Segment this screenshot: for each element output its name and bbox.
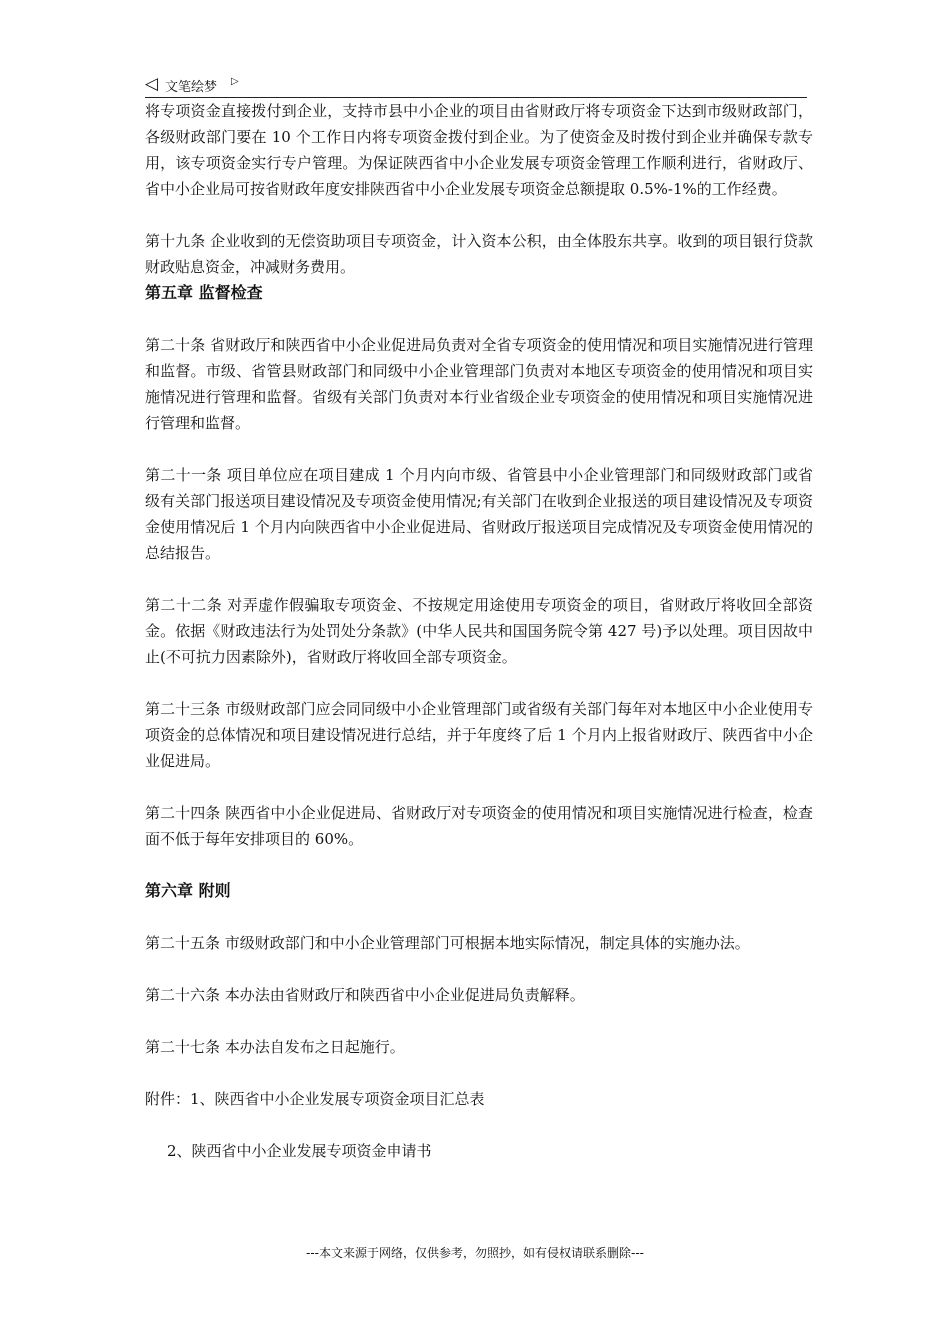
article-25: 第二十五条 市级财政部门和中小企业管理部门可根据本地实际情况，制定具体的实施办法。 — [145, 934, 750, 952]
chapter-5-heading: 第五章 监督检查 — [145, 283, 263, 302]
page-header — [145, 73, 807, 98]
left-arrow-icon: ◁ — [145, 74, 159, 94]
article-22: 第二十二条 对弄虚作假骗取专项资金、不按规定用途使用专项资金的项目，省财政厅将收回全部资金。依据《财政违法行为处罚处分条款》(中华人民共和国国务院令第 427 号)予以处理。项目因故中止(不可抗力因素除外)，省财政厅将收回全部专项资金。 — [145, 596, 813, 666]
article-24: 第二十四条 陕西省中小企业促进局、省财政厅对专项资金的使用情况和项目实施情况进行检查，检查面不低于每年安排项目的 60%。 — [145, 804, 813, 848]
attachment-1: 附件：1、陕西省中小企业发展专项资金项目汇总表 — [145, 1090, 485, 1108]
paragraph-continuation: 将专项资金直接拨付到企业，支持市县中小企业的项目由省财政厅将专项资金下达到市级财政部门，各级财政部门要在 10 个工作日内将专项资金拨付到企业。为了使资金及时拨付到企业并确保专款专用，该专项资金实行专户管理。为保证陕西省中小企业发展专项资金管理工作顺利进行，省财政厅、省中小企业局可按省财政年度安排陕西省中小企业发展专项资金总额提取 0.5%-1%的工作经费。 — [145, 102, 813, 198]
article-21: 第二十一条 项目单位应在项目建成 1 个月内向市级、省管县中小企业管理部门和同级财政部门或省级有关部门报送项目建设情况及专项资金使用情况;有关部门在收到企业报送的项目建设情况及专项资金使用情况后 1 个月内向陕西省中小企业促进局、省财政厅报送项目完成情况及专项资金使用情况的总结报告。 — [145, 466, 813, 562]
article-23: 第二十三条 市级财政部门应会同同级中小企业管理部门或省级有关部门每年对本地区中小企业使用专项资金的总体情况和项目建设情况进行总结，并于年度终了后 1 个月内上报省财政厅、陕西省中小企业促进局。 — [145, 700, 813, 770]
right-arrow-icon: ▷ — [231, 76, 239, 87]
attachment-2: 2、陕西省中小企业发展专项资金申请书 — [167, 1142, 432, 1160]
article-26: 第二十六条 本办法由省财政厅和陕西省中小企业促进局负责解释。 — [145, 986, 585, 1004]
article-20: 第二十条 省财政厅和陕西省中小企业促进局负责对全省专项资金的使用情况和项目实施情况进行管理和监督。市级、省管县财政部门和同级中小企业管理部门负责对本地区专项资金的使用情况和项目实施情况进行管理和监督。省级有关部门负责对本行业省级企业专项资金的使用情况和项目实施情况进行管理和监督。 — [145, 336, 813, 432]
chapter-6-heading: 第六章 附则 — [145, 881, 231, 900]
article-27: 第二十七条 本办法自发布之日起施行。 — [145, 1038, 405, 1056]
article-19: 第十九条 企业收到的无偿资助项目专项资金，计入资本公积，由全体股东共享。收到的项目银行贷款财政贴息资金，冲减财务费用。 — [145, 232, 813, 276]
header-brand: 文笔绘梦 — [165, 80, 218, 95]
footer-notice: ---本文来源于网络，仅供参考，勿照抄，如有侵权请联系删除--- — [306, 1246, 644, 1260]
document-body — [145, 98, 813, 1164]
